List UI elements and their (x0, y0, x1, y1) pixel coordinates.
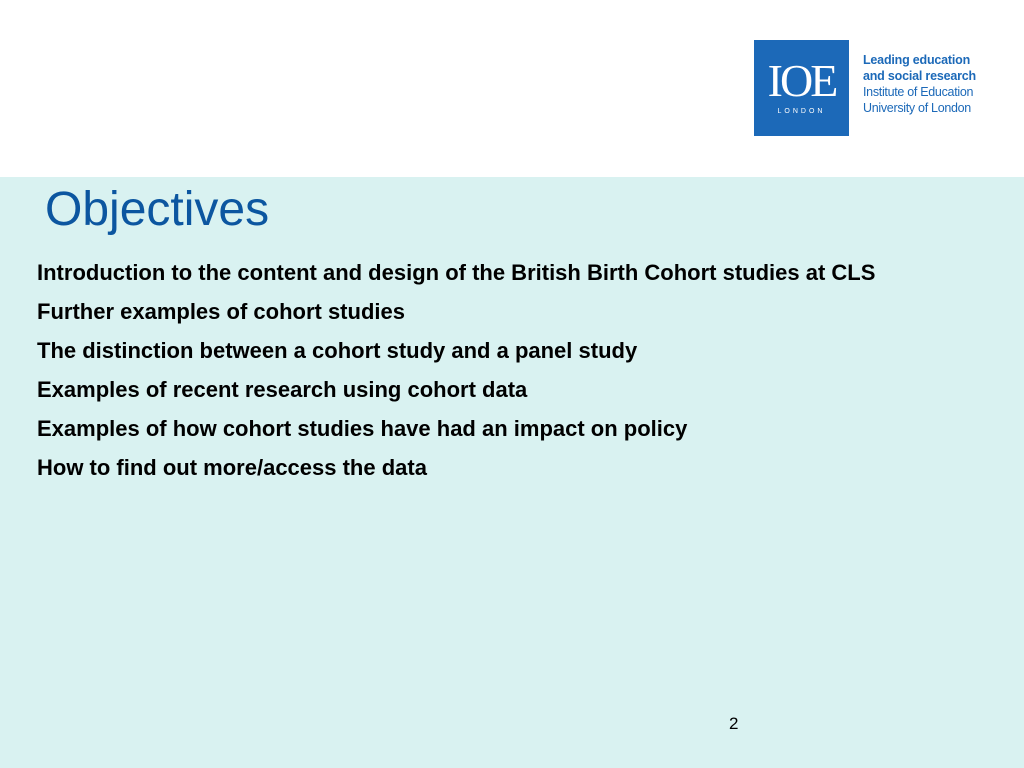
objectives-list (37, 257, 897, 491)
logo-institution-line2: University of London (863, 101, 971, 115)
ioe-logo-mark: IOE (767, 55, 836, 106)
logo-institution-line1: Institute of Education (863, 85, 974, 99)
objective-item-2: Further examples of cohort studies (37, 299, 405, 324)
objective-item-1: Introduction to the content and design of the British Birth Cohort studies at CLS (37, 260, 876, 285)
logo-tagline-line2: and social research (863, 69, 976, 83)
slide-title: Objectives (45, 183, 270, 236)
slide-header (0, 0, 1024, 177)
logo-text-block (863, 52, 1013, 116)
objective-item-3: The distinction between a cohort study and a panel study (37, 338, 638, 363)
ioe-logo (754, 40, 849, 136)
objective-item-4: Examples of recent research using cohort data (37, 377, 528, 402)
page-number: 2 (729, 714, 739, 733)
objective-item-5: Examples of how cohort studies have had an impact on policy (37, 416, 688, 441)
objective-item-6: How to find out more/access the data (37, 455, 427, 480)
ioe-logo-city: LONDON (777, 108, 826, 115)
logo-tagline-line1: Leading education (863, 53, 971, 67)
